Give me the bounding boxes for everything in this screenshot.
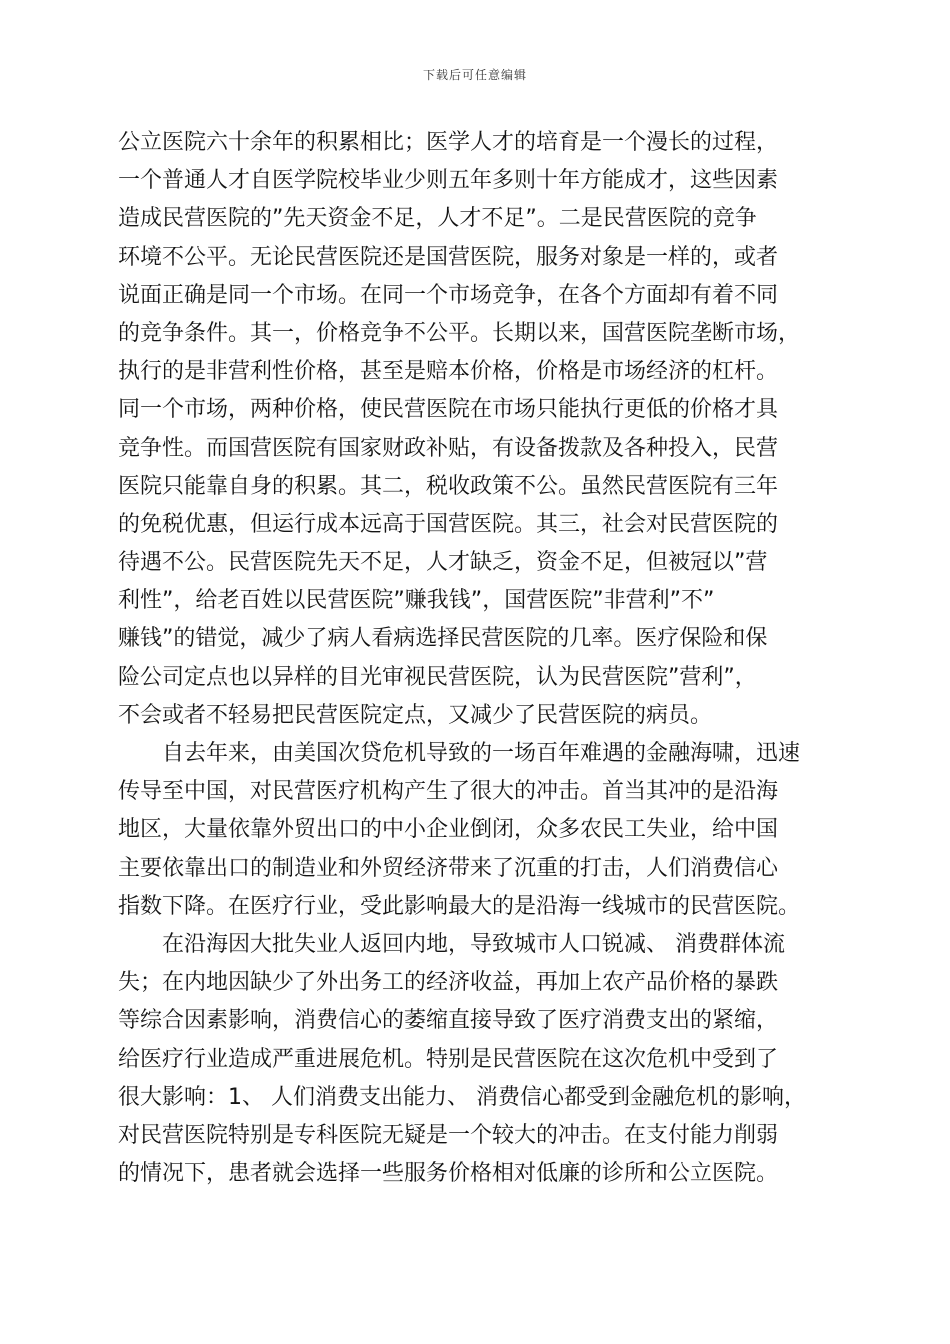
text-line: 造成民营医院的”先天资金不足，人才不足”。二是民营医院的竞争 — [118, 206, 757, 232]
paragraph-3 — [118, 926, 838, 1193]
text-line: 指数下降。在医疗行业，受此影响最大的是沿海一线城市的民营医院。 — [118, 893, 801, 919]
text-line: 自去年来，由美国次贷危机导致的一场百年难遇的金融海啸，迅速 — [162, 741, 801, 766]
paragraph-1 — [118, 124, 838, 735]
text-line: 一个普通人才自医学院校毕业少则五年多则十年方能成才，这些因素 — [118, 168, 779, 194]
text-line: 地区，大量依靠外贸出口的中小企业倒闭，众多农民工失业，给中国 — [118, 817, 779, 843]
text-line: 不会或者不轻易把民营医院定点，又减少了民营医院的病员。 — [118, 702, 713, 728]
text-line: 环境不公平。无论民营医院还是国营医院，服务对象是一样的，或者 — [118, 244, 779, 270]
document-body — [118, 124, 838, 1193]
text-line: 的情况下，患者就会选择一些服务价格相对低廉的诊所和公立医院。 — [118, 1161, 779, 1187]
text-line: 等综合因素影响，消费信心的萎缩直接导致了医疗消费支出的紧缩， — [118, 1008, 779, 1034]
text-line: 赚钱”的错觉，减少了病人看病选择民营医院的几率。医疗保险和保 — [118, 626, 768, 652]
text-line: 同一个市场，两种价格，使民营医院在市场只能执行更低的价格才具 — [118, 397, 779, 423]
text-line: 执行的是非营利性价格，甚至是赔本价格，价格是市场经济的杠杆。 — [118, 359, 779, 385]
text-line: 利性”，给老百姓以民营医院”赚我钱”，国营医院”非营利”不” — [118, 588, 715, 614]
text-line: 传导至中国，对民营医疗机构产生了很大的冲击。首当其冲的是沿海 — [118, 779, 779, 805]
text-line: 对民营医院特别是专科医院无疑是一个较大的冲击。在支付能力削弱 — [118, 1122, 779, 1148]
text-line: 说面正确是同一个市场。在同一个市场竞争，在各个方面却有着不同 — [118, 282, 779, 308]
text-line: 的免税优惠，但运行成本远高于国营医院。其三，社会对民营医院的 — [118, 511, 779, 537]
text-line: 在沿海因大批失业人返回内地，导致城市人口锐减、 消费群体流 — [162, 931, 785, 957]
text-line: 主要依靠出口的制造业和外贸经济带来了沉重的打击，人们消费信心 — [118, 855, 779, 881]
text-line: 很大影响：1、 人们消费支出能力、 消费信心都受到金融危机的影响， — [118, 1084, 806, 1110]
text-line: 险公司定点也以异样的目光审视民营医院，认为民营医院”营利”， — [118, 664, 757, 690]
text-line: 给医疗行业造成严重进展危机。特别是民营医院在这次危机中受到了 — [118, 1046, 779, 1072]
text-line: 待遇不公。民营医院先天不足，人才缺乏，资金不足，但被冠以”营 — [118, 550, 768, 576]
paragraph-2 — [118, 735, 838, 926]
text-line: 竞争性。而国营医院有国家财政补贴，有设备拨款及各种投入，民营 — [118, 435, 779, 461]
text-line: 医院只能靠自身的积累。其二，税收政策不公。虽然民营医院有三年 — [118, 473, 779, 499]
page-header: 下载后可任意编辑 — [422, 68, 527, 82]
text-line: 失；在内地因缺少了外出务工的经济收益，再加上农产品价格的暴跌 — [118, 970, 779, 996]
text-line: 公立医院六十余年的积累相比；医学人才的培育是一个漫长的过程， — [118, 130, 779, 155]
text-line: 的竞争条件。其一，价格竞争不公平。长期以来，国营医院垄断市场， — [118, 320, 801, 346]
